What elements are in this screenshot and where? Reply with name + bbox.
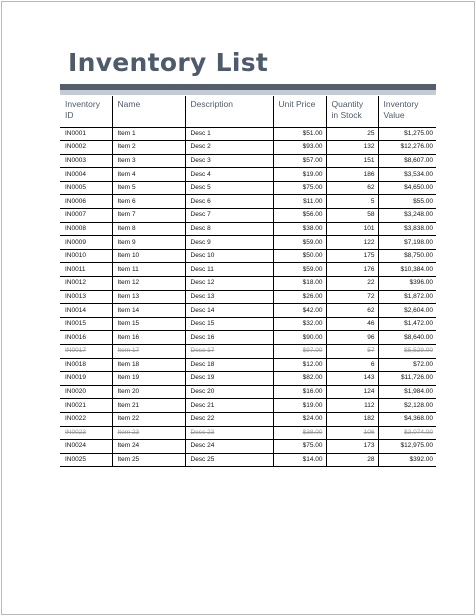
table-row: [60, 358, 436, 372]
table-row: [60, 277, 436, 291]
cell-name: Item 9: [112, 236, 185, 250]
cell-inventory-id: IN0025: [60, 453, 112, 467]
cell-description: Desc 3: [185, 154, 273, 168]
cell-unit-price: $56.00: [273, 209, 326, 223]
cell-inventory-value: $8,607.00: [378, 154, 436, 168]
title-rule-light: [60, 90, 436, 95]
page-title: Inventory List: [68, 48, 269, 77]
cell-name: Item 8: [112, 222, 185, 236]
cell-inventory-value: $72.00: [378, 358, 436, 372]
cell-name: Item 11: [112, 263, 185, 277]
cell-unit-price: $14.00: [273, 453, 326, 467]
cell-inventory-value: $12,276.00: [378, 141, 436, 155]
cell-description: Desc 6: [185, 195, 273, 209]
cell-inventory-id: IN0021: [60, 399, 112, 413]
cell-quantity: 122: [326, 236, 378, 250]
cell-description: Desc 22: [185, 412, 273, 426]
cell-description: Desc 2: [185, 141, 273, 155]
cell-inventory-id: IN0006: [60, 195, 112, 209]
cell-description: Desc 24: [185, 440, 273, 454]
cell-inventory-value: $8,750.00: [378, 249, 436, 263]
cell-name: Item 16: [112, 331, 185, 345]
cell-name: Item 3: [112, 154, 185, 168]
cell-name: Item 17: [112, 345, 185, 359]
cell-inventory-value: $3,534.00: [378, 168, 436, 182]
cell-description: Desc 1: [185, 127, 273, 141]
cell-name: Item 6: [112, 195, 185, 209]
cell-inventory-id: IN0007: [60, 209, 112, 223]
cell-inventory-value: $2,604.00: [378, 304, 436, 318]
cell-inventory-id: IN0002: [60, 141, 112, 155]
cell-unit-price: $82.00: [273, 372, 326, 386]
cell-unit-price: $59.00: [273, 263, 326, 277]
cell-unit-price: $97.00: [273, 345, 326, 359]
cell-description: Desc 7: [185, 209, 273, 223]
cell-unit-price: $12.00: [273, 358, 326, 372]
cell-unit-price: $32.00: [273, 317, 326, 331]
cell-quantity: 182: [326, 412, 378, 426]
cell-inventory-id: IN0005: [60, 181, 112, 195]
cell-quantity: 176: [326, 263, 378, 277]
cell-inventory-value: $4,650.00: [378, 181, 436, 195]
cell-inventory-value: $2,128.00: [378, 399, 436, 413]
cell-name: Item 4: [112, 168, 185, 182]
cell-description: Desc 23: [185, 426, 273, 440]
cell-unit-price: $75.00: [273, 440, 326, 454]
cell-inventory-value: $8,640.00: [378, 331, 436, 345]
header-name: Name: [112, 96, 185, 127]
cell-unit-price: $93.00: [273, 141, 326, 155]
cell-quantity: 175: [326, 249, 378, 263]
cell-name: Item 10: [112, 249, 185, 263]
cell-unit-price: $19.00: [273, 168, 326, 182]
cell-inventory-id: IN0024: [60, 440, 112, 454]
cell-description: Desc 14: [185, 304, 273, 318]
cell-quantity: 57: [326, 345, 378, 359]
cell-unit-price: $16.00: [273, 385, 326, 399]
cell-name: Item 2: [112, 141, 185, 155]
cell-description: Desc 25: [185, 453, 273, 467]
table-row: [60, 317, 436, 331]
table-row: [60, 236, 436, 250]
cell-name: Item 14: [112, 304, 185, 318]
header-inventory-value: Inventory Value: [378, 96, 436, 127]
table-row: [60, 168, 436, 182]
cell-quantity: 5: [326, 195, 378, 209]
cell-description: Desc 18: [185, 358, 273, 372]
table-row: [60, 195, 436, 209]
cell-description: Desc 15: [185, 317, 273, 331]
cell-name: Item 12: [112, 277, 185, 291]
cell-quantity: 25: [326, 127, 378, 141]
cell-inventory-id: IN0012: [60, 277, 112, 291]
cell-inventory-id: IN0019: [60, 372, 112, 386]
table-row: [60, 141, 436, 155]
cell-inventory-value: $1,472.00: [378, 317, 436, 331]
cell-quantity: 22: [326, 277, 378, 291]
table-header-row: [60, 96, 436, 127]
cell-description: Desc 9: [185, 236, 273, 250]
table-row: [60, 345, 436, 359]
header-description: Description: [185, 96, 273, 127]
inventory-table: [60, 96, 436, 467]
cell-unit-price: $38.00: [273, 426, 326, 440]
cell-inventory-id: IN0020: [60, 385, 112, 399]
cell-inventory-value: $3,838.00: [378, 222, 436, 236]
cell-unit-price: $42.00: [273, 304, 326, 318]
cell-quantity: 186: [326, 168, 378, 182]
cell-inventory-id: IN0014: [60, 304, 112, 318]
table-row: [60, 154, 436, 168]
cell-name: Item 18: [112, 358, 185, 372]
table-row: [60, 453, 436, 467]
cell-description: Desc 8: [185, 222, 273, 236]
cell-quantity: 112: [326, 399, 378, 413]
cell-unit-price: $59.00: [273, 236, 326, 250]
cell-description: Desc 4: [185, 168, 273, 182]
header-quantity-in-stock: Quantity in Stock: [326, 96, 378, 127]
cell-inventory-value: $392.00: [378, 453, 436, 467]
table-row: [60, 372, 436, 386]
table-row: [60, 127, 436, 141]
cell-unit-price: $18.00: [273, 277, 326, 291]
cell-quantity: 96: [326, 331, 378, 345]
cell-name: Item 15: [112, 317, 185, 331]
cell-name: Item 19: [112, 372, 185, 386]
cell-inventory-value: $10,384.00: [378, 263, 436, 277]
cell-unit-price: $26.00: [273, 290, 326, 304]
cell-unit-price: $11.00: [273, 195, 326, 209]
cell-inventory-id: IN0018: [60, 358, 112, 372]
cell-quantity: 106: [326, 426, 378, 440]
cell-description: Desc 20: [185, 385, 273, 399]
cell-name: Item 20: [112, 385, 185, 399]
cell-inventory-value: $5,529.00: [378, 345, 436, 359]
cell-quantity: 28: [326, 453, 378, 467]
cell-unit-price: $19.00: [273, 399, 326, 413]
cell-quantity: 62: [326, 304, 378, 318]
table-row: [60, 426, 436, 440]
header-unit-price: Unit Price: [273, 96, 326, 127]
cell-inventory-value: $3,248.00: [378, 209, 436, 223]
cell-inventory-value: $12,975.00: [378, 440, 436, 454]
cell-inventory-id: IN0010: [60, 249, 112, 263]
cell-inventory-id: IN0013: [60, 290, 112, 304]
cell-quantity: 6: [326, 358, 378, 372]
cell-inventory-value: $7,198.00: [378, 236, 436, 250]
cell-quantity: 62: [326, 181, 378, 195]
table-row: [60, 263, 436, 277]
cell-inventory-value: $1,275.00: [378, 127, 436, 141]
cell-unit-price: $50.00: [273, 249, 326, 263]
cell-quantity: 173: [326, 440, 378, 454]
cell-quantity: 124: [326, 385, 378, 399]
cell-inventory-id: IN0001: [60, 127, 112, 141]
cell-unit-price: $51.00: [273, 127, 326, 141]
cell-name: Item 21: [112, 399, 185, 413]
cell-inventory-value: $396.00: [378, 277, 436, 291]
cell-description: Desc 12: [185, 277, 273, 291]
table-row: [60, 222, 436, 236]
cell-inventory-value: $55.00: [378, 195, 436, 209]
header-inventory-id: Inventory ID: [60, 96, 112, 127]
cell-unit-price: $90.00: [273, 331, 326, 345]
table-row: [60, 331, 436, 345]
table-row: [60, 412, 436, 426]
cell-quantity: 143: [326, 372, 378, 386]
cell-inventory-id: IN0023: [60, 426, 112, 440]
table-row: [60, 399, 436, 413]
cell-quantity: 151: [326, 154, 378, 168]
cell-inventory-value: $1,872.00: [378, 290, 436, 304]
cell-unit-price: $57.00: [273, 154, 326, 168]
cell-description: Desc 19: [185, 372, 273, 386]
cell-inventory-id: IN0003: [60, 154, 112, 168]
cell-inventory-id: IN0016: [60, 331, 112, 345]
cell-name: Item 23: [112, 426, 185, 440]
cell-inventory-value: $1,984.00: [378, 385, 436, 399]
table-row: [60, 209, 436, 223]
cell-description: Desc 21: [185, 399, 273, 413]
cell-inventory-id: IN0017: [60, 345, 112, 359]
cell-name: Item 5: [112, 181, 185, 195]
document-page: [1, 1, 475, 615]
table-row: [60, 290, 436, 304]
cell-unit-price: $38.00: [273, 222, 326, 236]
cell-quantity: 101: [326, 222, 378, 236]
cell-inventory-id: IN0009: [60, 236, 112, 250]
cell-quantity: 132: [326, 141, 378, 155]
cell-inventory-id: IN0008: [60, 222, 112, 236]
cell-name: Item 24: [112, 440, 185, 454]
cell-unit-price: $24.00: [273, 412, 326, 426]
cell-description: Desc 13: [185, 290, 273, 304]
cell-description: Desc 11: [185, 263, 273, 277]
cell-inventory-value: $3,074.00: [378, 426, 436, 440]
cell-inventory-id: IN0022: [60, 412, 112, 426]
cell-name: Item 13: [112, 290, 185, 304]
cell-description: Desc 10: [185, 249, 273, 263]
cell-name: Item 1: [112, 127, 185, 141]
cell-name: Item 22: [112, 412, 185, 426]
cell-description: Desc 16: [185, 331, 273, 345]
cell-quantity: 58: [326, 209, 378, 223]
table-row: [60, 304, 436, 318]
table-row: [60, 181, 436, 195]
cell-inventory-id: IN0011: [60, 263, 112, 277]
table-body: [60, 127, 436, 467]
cell-inventory-value: $4,368.00: [378, 412, 436, 426]
cell-quantity: 72: [326, 290, 378, 304]
cell-description: Desc 17: [185, 345, 273, 359]
cell-inventory-value: $11,726.00: [378, 372, 436, 386]
cell-inventory-id: IN0015: [60, 317, 112, 331]
table-row: [60, 249, 436, 263]
cell-description: Desc 5: [185, 181, 273, 195]
table-row: [60, 385, 436, 399]
cell-name: Item 25: [112, 453, 185, 467]
cell-quantity: 46: [326, 317, 378, 331]
cell-unit-price: $75.00: [273, 181, 326, 195]
cell-inventory-id: IN0004: [60, 168, 112, 182]
cell-name: Item 7: [112, 209, 185, 223]
table-row: [60, 440, 436, 454]
